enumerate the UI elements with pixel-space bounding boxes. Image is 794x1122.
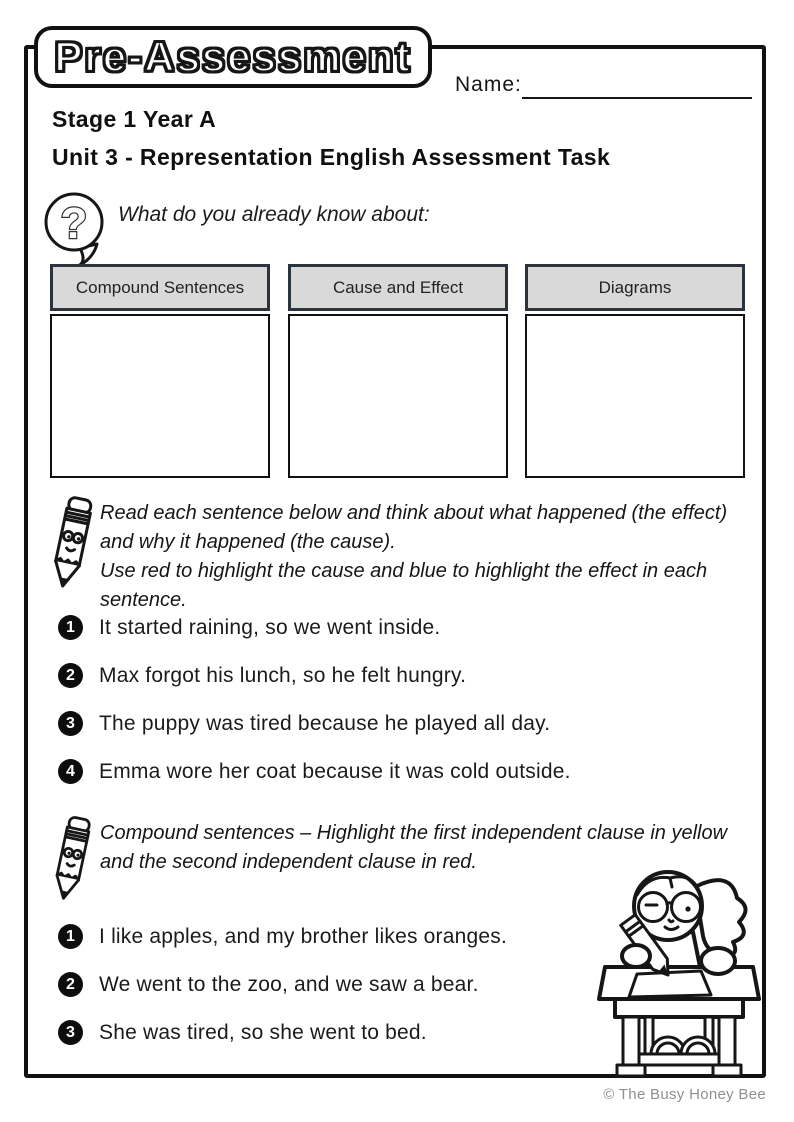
sentence-text: It started raining, so we went inside. (99, 615, 441, 639)
copyright-footer: © The Busy Honey Bee (603, 1086, 766, 1103)
item-number-badge: 3 (58, 711, 83, 736)
answer-box-diagrams (525, 264, 745, 478)
name-input-line[interactable] (522, 73, 752, 99)
item-number-badge: 4 (58, 759, 83, 784)
sentence-text: I like apples, and my brother likes oranges. (99, 924, 508, 948)
task1-instructions-line1: Read each sentence below and think about what happened (the effect) and why it happened (the cause). (100, 502, 728, 553)
name-label: Name: (455, 73, 522, 96)
student-at-desk-illustration (593, 866, 765, 1079)
item-number-badge: 2 (58, 972, 83, 997)
answer-box-cause-and-effect (288, 264, 508, 478)
sentence-text: She was tired, so she went to bed. (99, 1020, 427, 1044)
item-number-badge: 2 (58, 663, 83, 688)
list-item (58, 972, 507, 997)
list-item (58, 711, 571, 736)
list-item (58, 663, 571, 688)
answer-box-writing-area[interactable] (288, 314, 508, 478)
unit-heading: Unit 3 - Representation English Assessment Task (52, 144, 611, 170)
list-item (58, 615, 571, 640)
pencil-icon (44, 494, 100, 590)
sentence-text: Emma wore her coat because it was cold outside. (99, 759, 571, 783)
list-item (58, 924, 507, 949)
question-mark-glyph: ? (60, 199, 88, 248)
item-number-badge: 1 (58, 615, 83, 640)
question-bubble-icon (40, 189, 112, 271)
list-item (58, 759, 571, 784)
sentence-text: We went to the zoo, and we saw a bear. (99, 972, 479, 996)
stage-heading: Stage 1 Year A (52, 106, 217, 132)
pencil-icon (46, 814, 98, 902)
sentence-text: The puppy was tired because he played all day. (99, 711, 551, 735)
task1-instructions-line2: Use red to highlight the cause and blue to highlight the effect in each sentence. (100, 560, 708, 611)
answer-box-compound-sentences (50, 264, 270, 478)
answer-box-header: Cause and Effect (288, 264, 508, 311)
page-title: Pre-Assessment (54, 33, 412, 80)
list-item (58, 1020, 507, 1045)
task1-instructions (100, 499, 764, 615)
item-number-badge: 1 (58, 924, 83, 949)
item-number-badge: 3 (58, 1020, 83, 1045)
know-about-prompt: What do you already know about: (118, 203, 430, 226)
answer-box-header: Diagrams (525, 264, 745, 311)
answer-box-writing-area[interactable] (525, 314, 745, 478)
sentence-text: Max forgot his lunch, so he felt hungry. (99, 663, 467, 687)
answer-box-writing-area[interactable] (50, 314, 270, 478)
answer-box-header: Compound Sentences (50, 264, 270, 311)
compound-sentence-list (58, 924, 507, 1045)
cause-effect-sentence-list (58, 615, 571, 784)
title-badge (34, 26, 432, 88)
task2-instructions-text: Compound sentences – Highlight the first independent clause in yellow and the second independent clause in red. (100, 822, 728, 873)
